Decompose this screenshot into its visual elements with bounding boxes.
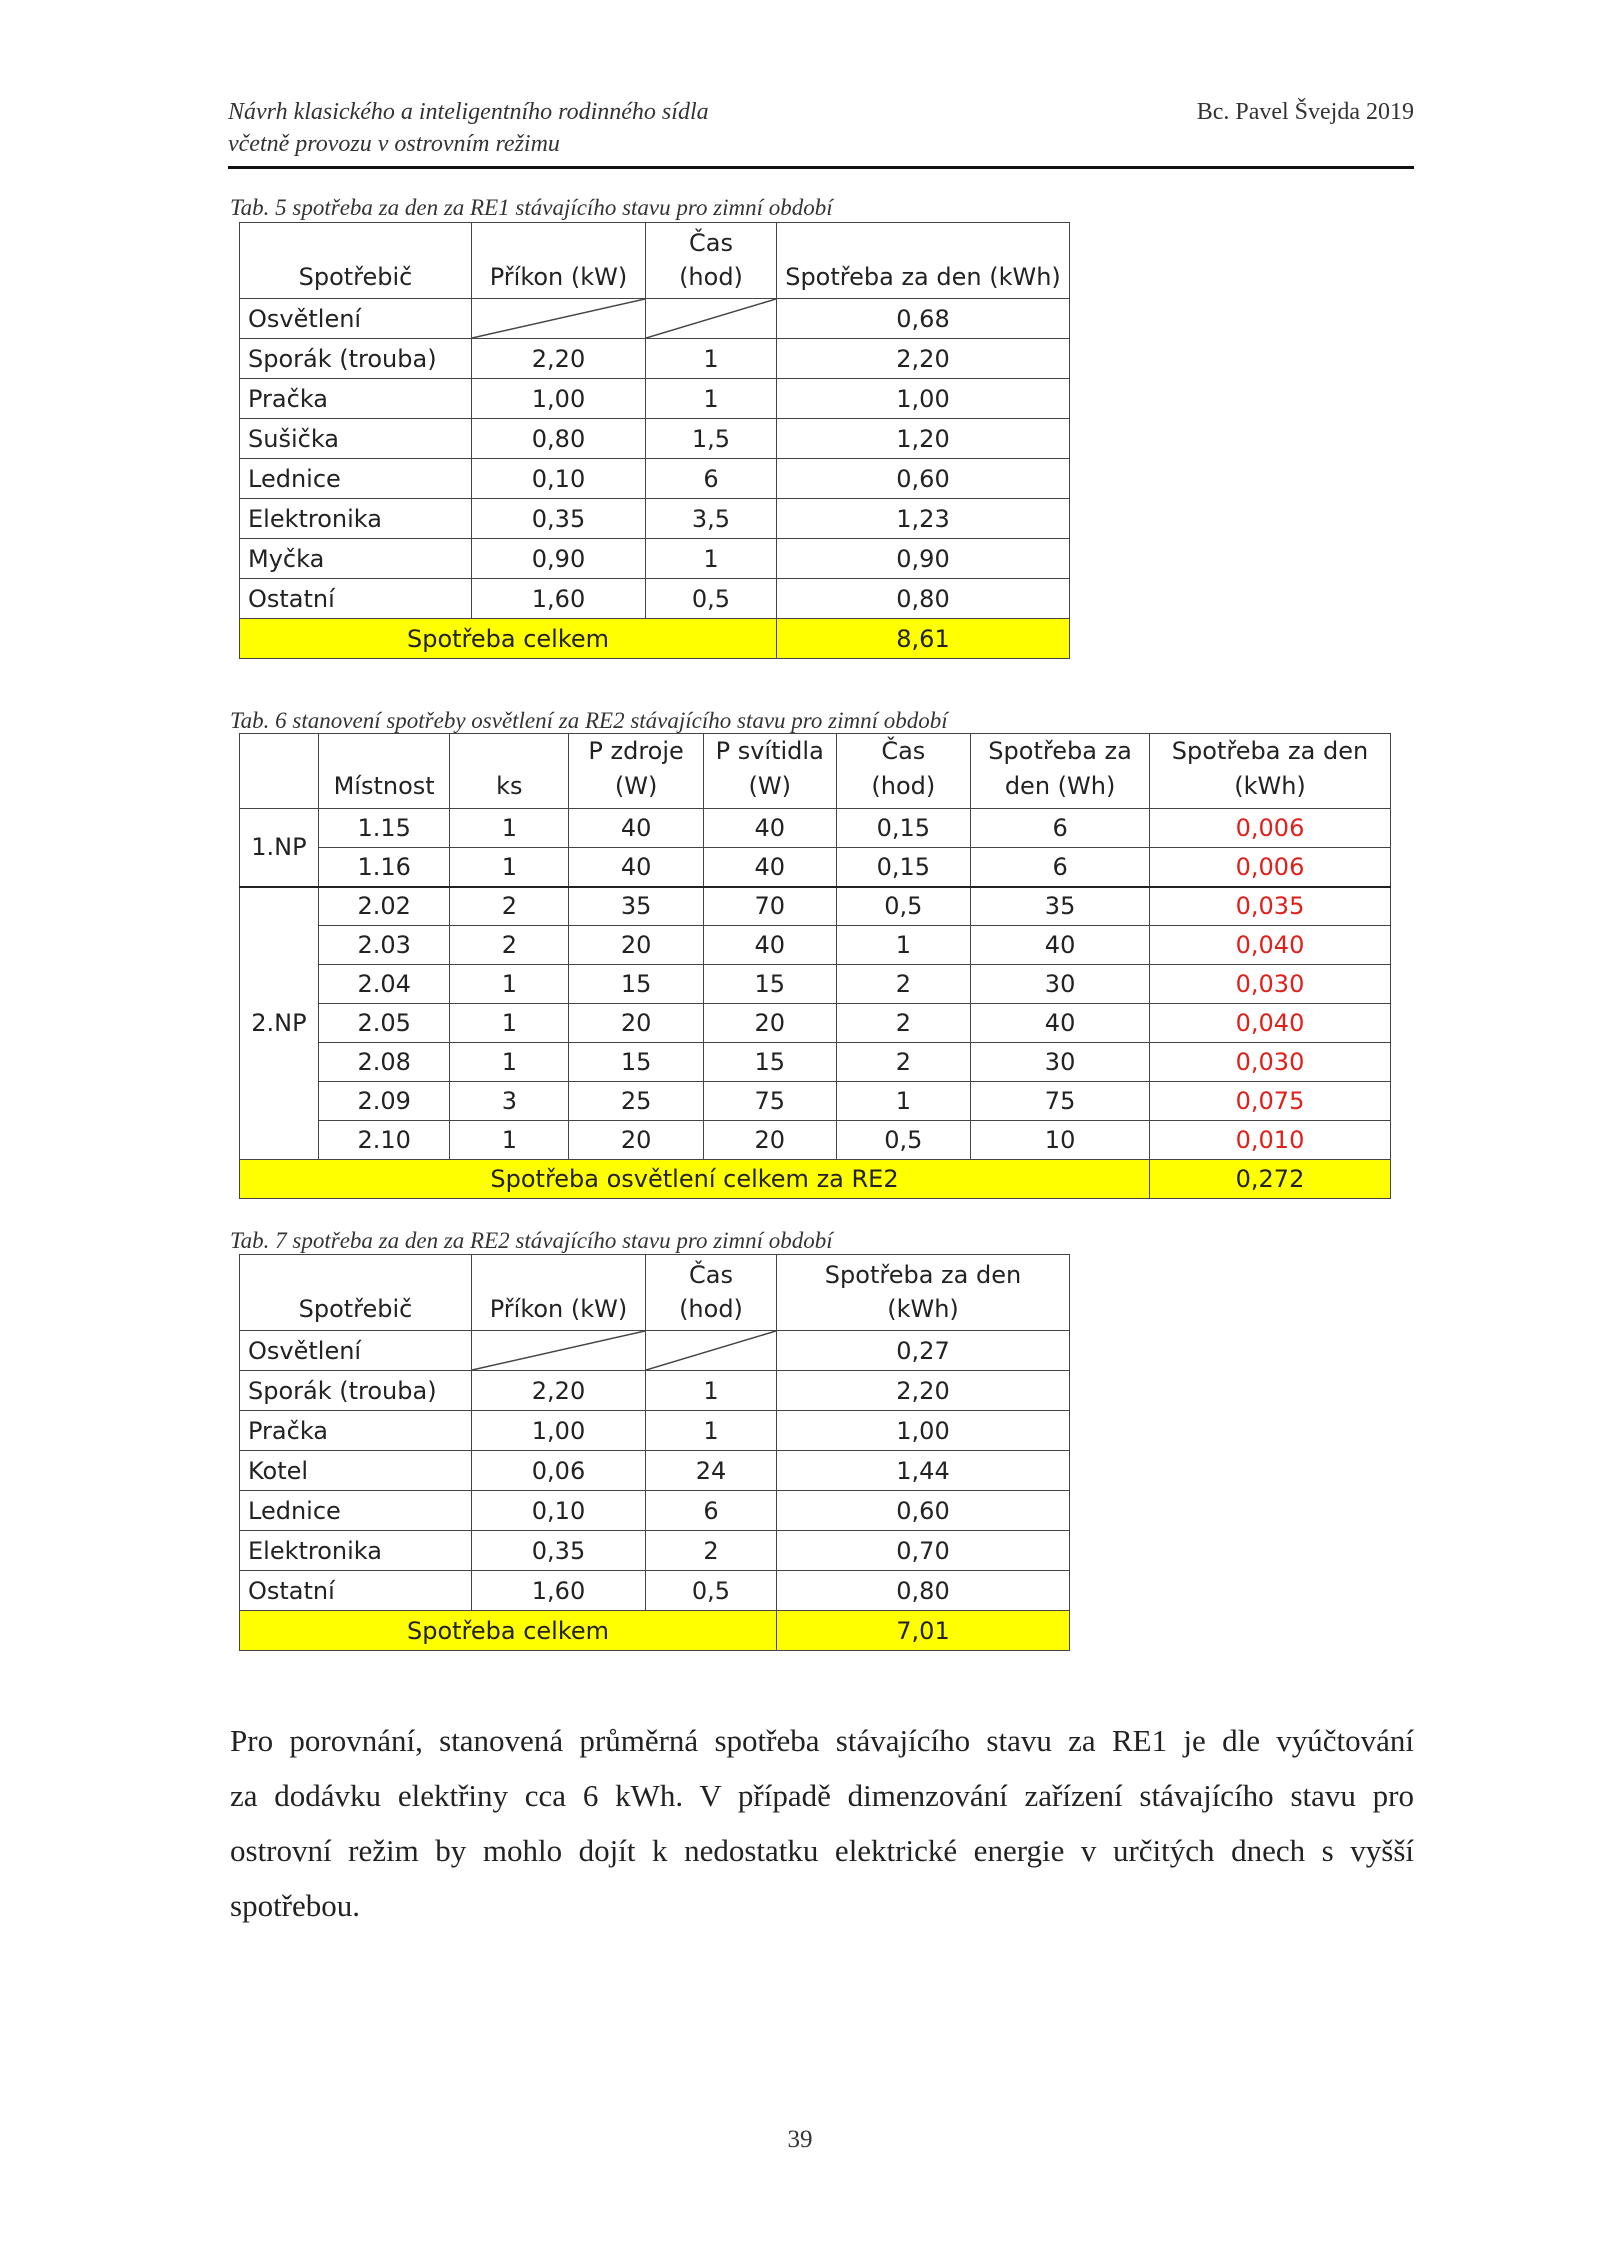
table5-header-cas-line2: (hod): [679, 263, 743, 291]
table6-cell-ks: 1: [450, 809, 569, 848]
table6-header-pzdroje-line2: (W): [614, 772, 658, 800]
table7-cell-spotreba: 0,80: [777, 1571, 1070, 1611]
table6-cell-psvitidla: 20: [703, 1004, 836, 1043]
table6-cell-spotreba-wh: 40: [971, 1004, 1150, 1043]
table7-cell-name: Sporák (trouba): [240, 1371, 472, 1411]
table6-cell-mistnost: 2.03: [318, 926, 450, 965]
table6-cell-spotreba-kwh: 0,030: [1150, 1043, 1391, 1082]
table6-cell-cas: 1: [836, 1082, 971, 1121]
table7-cell-name: Osvětlení: [240, 1331, 472, 1371]
table6-cell-psvitidla: 15: [703, 1043, 836, 1082]
table7-header-cas: [646, 1255, 777, 1331]
table-row: [240, 1004, 1391, 1043]
table6-cell-ks: 1: [450, 1004, 569, 1043]
table7-cell-prikon: 1,00: [472, 1411, 646, 1451]
table5-cell-name: Elektronika: [240, 499, 472, 539]
table6-header-psvitidla-line1: P svítidla: [715, 737, 824, 765]
table6-header-ks: ks: [450, 734, 569, 809]
table-row: [240, 1043, 1391, 1082]
table5-header-spotreba: Spotřeba za den (kWh): [777, 223, 1070, 299]
table-row: [240, 1531, 1070, 1571]
table6-total-label: Spotřeba osvětlení celkem za RE2: [240, 1160, 1150, 1199]
table7-total-value: 7,01: [777, 1611, 1070, 1651]
table6-cell-spotreba-wh: 35: [971, 887, 1150, 926]
header-title: [228, 96, 709, 160]
table6-cell-psvitidla: 70: [703, 887, 836, 926]
table-row: [240, 379, 1070, 419]
table5-cell-cas: 0,5: [646, 579, 777, 619]
table7-header-spotreba-line1: Spotřeba za den: [824, 1261, 1022, 1289]
table-row: [240, 926, 1391, 965]
table6-cell-ks: 1: [450, 1121, 569, 1160]
table7-cell-cas: 1: [646, 1371, 777, 1411]
table6-cell-spotreba-wh: 6: [971, 848, 1150, 887]
table6-cell-ks: 2: [450, 926, 569, 965]
table7-header-prikon: Příkon (kW): [472, 1255, 646, 1331]
table7-cell-prikon: 0,10: [472, 1491, 646, 1531]
table7-cell-prikon: 1,60: [472, 1571, 646, 1611]
table-row: [240, 1491, 1070, 1531]
table5-cell-name: Lednice: [240, 459, 472, 499]
table-row: [240, 1451, 1070, 1491]
table7-total-label: Spotřeba celkem: [240, 1611, 777, 1651]
table7-cell-cas: 1: [646, 1411, 777, 1451]
table-row: [240, 539, 1070, 579]
table6-cell-pzdroje: 15: [569, 965, 704, 1004]
table6-cell-ks: 2: [450, 887, 569, 926]
paragraph-line: Pro porovnání, stanovená průměrná spotřeba stávajícího stavu za RE1 je dle vyúčtování: [230, 1723, 1414, 1758]
table-row: [240, 809, 1391, 848]
table6-cell-ks: 3: [450, 1082, 569, 1121]
table6-cell-mistnost: 2.09: [318, 1082, 450, 1121]
table7-diagonal-cell: [646, 1331, 777, 1371]
table6-cell-pzdroje: 35: [569, 887, 704, 926]
table-row: [240, 579, 1070, 619]
table5-cell-name: Myčka: [240, 539, 472, 579]
table6-cell-cas: 2: [836, 1043, 971, 1082]
table6-cell-mistnost: 2.04: [318, 965, 450, 1004]
table7-cell-name: Ostatní: [240, 1571, 472, 1611]
table5-cell-prikon: 0,80: [472, 419, 646, 459]
table6-header-cas: [836, 734, 971, 809]
table6-header-floor: [240, 734, 319, 809]
table7-cell-name: Pračka: [240, 1411, 472, 1451]
table5-cell-cas: 1: [646, 379, 777, 419]
table5-header-prikon: Příkon (kW): [472, 223, 646, 299]
table5-cell-prikon: 0,10: [472, 459, 646, 499]
table5-cell-name: Sporák (trouba): [240, 339, 472, 379]
table6-header-pzdroje: [569, 734, 704, 809]
paragraph-line: za dodávku elektřiny cca 6 kWh. V případě dimenzování zařízení stávajícího stavu pro: [230, 1778, 1414, 1813]
table5-header-cas: [646, 223, 777, 299]
table5-cell-spotreba: 0,80: [777, 579, 1070, 619]
table5-cell-cas: 6: [646, 459, 777, 499]
table6-cell-pzdroje: 40: [569, 848, 704, 887]
table6-cell-spotreba-wh: 10: [971, 1121, 1150, 1160]
table6-cell-spotreba-kwh: 0,030: [1150, 965, 1391, 1004]
table6-cell-mistnost: 1.15: [318, 809, 450, 848]
table7-cell-spotreba: 0,27: [777, 1331, 1070, 1371]
table5-caption: Tab. 5 spotřeba za den za RE1 stávajícího stavu pro zimní období: [230, 195, 833, 220]
table7-cell-name: Elektronika: [240, 1531, 472, 1571]
table7: [239, 1254, 1070, 1651]
table6-cell-pzdroje: 25: [569, 1082, 704, 1121]
table6-cell-cas: 1: [836, 926, 971, 965]
table7-header-cas-line2: (hod): [679, 1295, 743, 1323]
table6-cell-spotreba-wh: 6: [971, 809, 1150, 848]
table5-cell-name: Osvětlení: [240, 299, 472, 339]
table6-cell-spotreba-kwh: 0,010: [1150, 1121, 1391, 1160]
table-row: [240, 887, 1391, 926]
header-title-line2: včetně provozu v ostrovním režimu: [228, 131, 560, 157]
table-row: [240, 299, 1070, 339]
table5-cell-prikon: 0,90: [472, 539, 646, 579]
table-row: [240, 965, 1391, 1004]
table6: [239, 733, 1391, 1199]
table5-cell-name: Pračka: [240, 379, 472, 419]
table-row: [240, 1411, 1070, 1451]
table6-cell-pzdroje: 20: [569, 926, 704, 965]
table5-cell-spotreba: 0,68: [777, 299, 1070, 339]
table-row: [240, 499, 1070, 539]
table6-cell-mistnost: 2.08: [318, 1043, 450, 1082]
table6-cell-pzdroje: 20: [569, 1004, 704, 1043]
table7-cell-cas: 24: [646, 1451, 777, 1491]
table5-diagonal-cell: [472, 299, 646, 339]
body-paragraph: [230, 1713, 1414, 1933]
header-author: Bc. Pavel Švejda 2019: [1196, 99, 1414, 125]
table5-cell-spotreba: 1,20: [777, 419, 1070, 459]
table6-cell-spotreba-wh: 40: [971, 926, 1150, 965]
table6-cell-mistnost: 2.10: [318, 1121, 450, 1160]
table6-header-mistnost: Místnost: [318, 734, 450, 809]
table6-header-cas-line1: Čas: [881, 737, 926, 765]
table-row: [240, 1082, 1391, 1121]
table7-cell-prikon: 0,35: [472, 1531, 646, 1571]
table6-cell-psvitidla: 40: [703, 848, 836, 887]
table6-header-spotreba-kwh-line2: (kWh): [1234, 772, 1306, 800]
table7-cell-name: Kotel: [240, 1451, 472, 1491]
table5-cell-spotreba: 1,00: [777, 379, 1070, 419]
table6-cell-cas: 2: [836, 1004, 971, 1043]
table6-caption: Tab. 6 stanovení spotřeby osvětlení za RE2 stávajícího stavu pro zimní období: [230, 708, 948, 733]
table7-diagonal-cell: [472, 1331, 646, 1371]
table-row: [240, 1331, 1070, 1371]
table5-cell-spotreba: 0,90: [777, 539, 1070, 579]
table5-cell-name: Sušička: [240, 419, 472, 459]
table6-cell-ks: 1: [450, 965, 569, 1004]
table7-cell-cas: 2: [646, 1531, 777, 1571]
table6-cell-cas: 0,5: [836, 887, 971, 926]
table-row: [240, 339, 1070, 379]
table7-header-spotrebic: Spotřebič: [240, 1255, 472, 1331]
table5-cell-cas: 3,5: [646, 499, 777, 539]
table7-cell-prikon: 0,06: [472, 1451, 646, 1491]
table5-total-value: 8,61: [777, 619, 1070, 659]
table-row: [240, 1121, 1391, 1160]
paragraph-line: ostrovní režim by mohlo dojít k nedostatku elektrické energie v určitých dnech s vyšší: [230, 1833, 1414, 1868]
table7-cell-spotreba: 1,00: [777, 1411, 1070, 1451]
table7-header-spotreba: [777, 1255, 1070, 1331]
table5-cell-prikon: 1,60: [472, 579, 646, 619]
table7-cell-spotreba: 0,70: [777, 1531, 1070, 1571]
table7-cell-prikon: 2,20: [472, 1371, 646, 1411]
table6-cell-spotreba-wh: 75: [971, 1082, 1150, 1121]
table6-cell-spotreba-kwh: 0,035: [1150, 887, 1391, 926]
table6-cell-cas: 0,15: [836, 809, 971, 848]
table6-cell-pzdroje: 40: [569, 809, 704, 848]
table5-cell-spotreba: 0,60: [777, 459, 1070, 499]
table5-cell-cas: 1: [646, 539, 777, 579]
table6-header-spotreba-kwh-line1: Spotřeba za den: [1171, 737, 1369, 765]
page-header: [228, 96, 1414, 169]
table6-cell-psvitidla: 15: [703, 965, 836, 1004]
table6-cell-cas: 0,5: [836, 1121, 971, 1160]
table6-cell-mistnost: 2.05: [318, 1004, 450, 1043]
table6-cell-psvitidla: 40: [703, 809, 836, 848]
table6-cell-cas: 0,15: [836, 848, 971, 887]
table5-total-label: Spotřeba celkem: [240, 619, 777, 659]
table5: [239, 222, 1070, 659]
table5-total-row: [240, 619, 1070, 659]
table6-floor-2np: 2.NP: [240, 887, 319, 1160]
table5-cell-prikon: 1,00: [472, 379, 646, 419]
table6-floor-1np: 1.NP: [240, 809, 319, 887]
table6-cell-spotreba-kwh: 0,006: [1150, 809, 1391, 848]
table6-cell-spotreba-kwh: 0,006: [1150, 848, 1391, 887]
table6-total-value: 0,272: [1150, 1160, 1391, 1199]
table6-cell-mistnost: 2.02: [318, 887, 450, 926]
table6-total-row: [240, 1160, 1391, 1199]
table5-header-cas-line1: Čas: [689, 229, 733, 257]
table5-cell-spotreba: 1,23: [777, 499, 1070, 539]
table6-cell-pzdroje: 15: [569, 1043, 704, 1082]
table5-cell-spotreba: 2,20: [777, 339, 1070, 379]
table-row: [240, 459, 1070, 499]
table5-cell-prikon: 0,35: [472, 499, 646, 539]
table6-cell-spotreba-wh: 30: [971, 1043, 1150, 1082]
table7-cell-spotreba: 2,20: [777, 1371, 1070, 1411]
table-row: [240, 419, 1070, 459]
table7-cell-cas: 0,5: [646, 1571, 777, 1611]
table6-cell-spotreba-kwh: 0,040: [1150, 926, 1391, 965]
table6-cell-psvitidla: 75: [703, 1082, 836, 1121]
table6-header-psvitidla-line2: (W): [748, 772, 791, 800]
table6-header-psvitidla: [703, 734, 836, 809]
table6-cell-psvitidla: 20: [703, 1121, 836, 1160]
table5-diagonal-cell: [646, 299, 777, 339]
table6-cell-ks: 1: [450, 1043, 569, 1082]
table6-cell-psvitidla: 40: [703, 926, 836, 965]
paragraph-line: spotřebou.: [230, 1888, 361, 1923]
table7-cell-name: Lednice: [240, 1491, 472, 1531]
table6-cell-ks: 1: [450, 848, 569, 887]
table5-cell-cas: 1: [646, 339, 777, 379]
table6-cell-spotreba-kwh: 0,040: [1150, 1004, 1391, 1043]
table-row: [240, 848, 1391, 887]
table6-cell-spotreba-kwh: 0,075: [1150, 1082, 1391, 1121]
table6-header-spotreba-wh: [971, 734, 1150, 809]
table6-cell-mistnost: 1.16: [318, 848, 450, 887]
page-number: 39: [787, 2126, 813, 2153]
table5-cell-cas: 1,5: [646, 419, 777, 459]
table-row: [240, 1571, 1070, 1611]
table7-cell-spotreba: 0,60: [777, 1491, 1070, 1531]
table6-header-cas-line2: (hod): [871, 772, 936, 800]
table6-cell-spotreba-wh: 30: [971, 965, 1150, 1004]
table5-header-spotrebic: Spotřebič: [240, 223, 472, 299]
table6-cell-cas: 2: [836, 965, 971, 1004]
table5-cell-name: Ostatní: [240, 579, 472, 619]
table7-header-spotreba-line2: (kWh): [887, 1295, 959, 1323]
table6-cell-pzdroje: 20: [569, 1121, 704, 1160]
table5-cell-prikon: 2,20: [472, 339, 646, 379]
table6-header-pzdroje-line1: P zdroje: [588, 737, 684, 765]
table7-caption: Tab. 7 spotřeba za den za RE2 stávajícího stavu pro zimní období: [230, 1228, 833, 1253]
table6-header-spotreba-wh-line2: den (Wh): [1004, 772, 1116, 800]
header-title-line1: Návrh klasického a inteligentního rodinného sídla: [228, 99, 709, 125]
table6-header-spotreba-wh-line1: Spotřeba za: [988, 737, 1132, 765]
table7-header-cas-line1: Čas: [689, 1261, 733, 1289]
table7-cell-cas: 6: [646, 1491, 777, 1531]
table6-header-spotreba-kwh: [1150, 734, 1391, 809]
table-row: [240, 1371, 1070, 1411]
table7-cell-spotreba: 1,44: [777, 1451, 1070, 1491]
table7-total-row: [240, 1611, 1070, 1651]
